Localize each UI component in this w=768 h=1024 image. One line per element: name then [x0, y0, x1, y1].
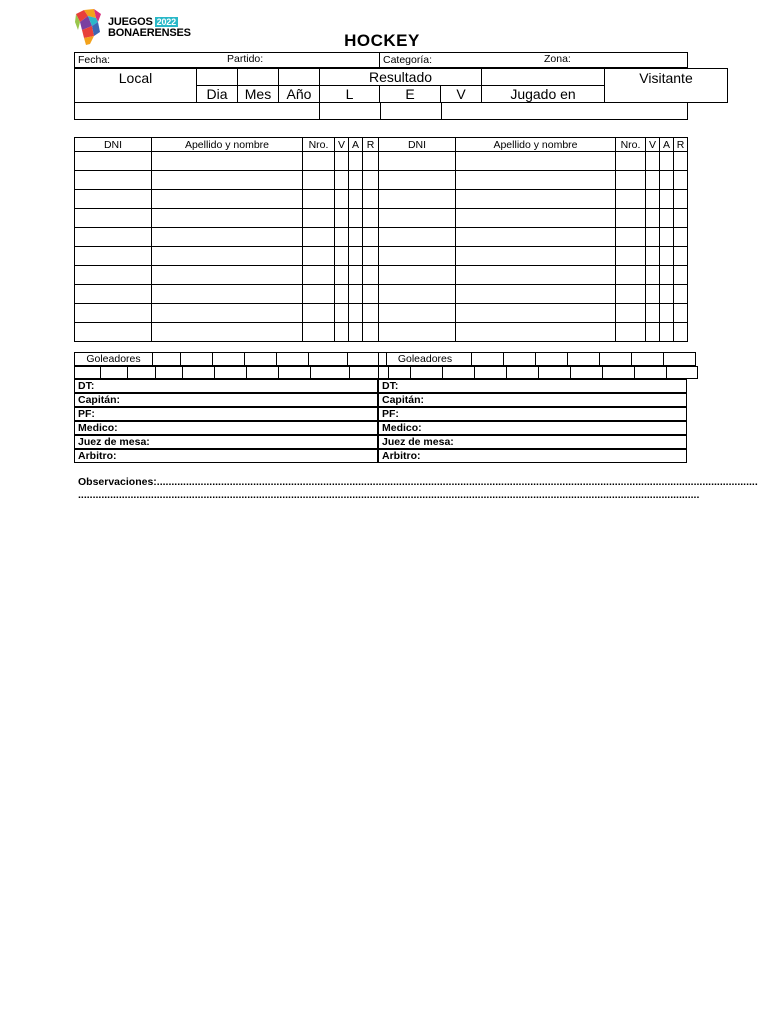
goleador-input[interactable]	[411, 367, 443, 379]
roster-cell[interactable]	[349, 323, 363, 342]
roster-cell[interactable]	[303, 247, 335, 266]
roster-cell[interactable]	[660, 152, 674, 171]
table-row	[379, 228, 688, 247]
roster-cell[interactable]	[303, 228, 335, 247]
goleadores-label: Goleadores	[379, 353, 472, 366]
roster-cell[interactable]	[303, 171, 335, 190]
roster-cell[interactable]	[660, 209, 674, 228]
goleador-input[interactable]	[539, 367, 571, 379]
staff-label: Capitán:	[78, 394, 120, 406]
staff-field[interactable]	[75, 422, 378, 435]
logo-line1: JUEGOS	[108, 16, 153, 28]
roster-header-4: A	[349, 138, 363, 152]
roster-cell[interactable]	[335, 266, 349, 285]
roster-cell[interactable]	[303, 304, 335, 323]
staff-label: Capitán:	[382, 394, 424, 406]
date-blank-3[interactable]	[279, 69, 320, 86]
fecha-partido-cell[interactable]	[75, 53, 380, 68]
goleador-input[interactable]	[75, 367, 101, 379]
staff-label: Arbitro:	[382, 450, 421, 462]
table-row	[75, 152, 379, 171]
table-row	[379, 323, 688, 342]
roster-cell[interactable]	[646, 171, 660, 190]
roster-cell[interactable]	[456, 304, 616, 323]
roster-cell[interactable]	[349, 304, 363, 323]
goleador-input[interactable]	[156, 367, 183, 379]
categoria-zona-cell[interactable]	[380, 53, 688, 68]
table-row	[75, 209, 379, 228]
roster-cell[interactable]	[660, 323, 674, 342]
logo-year: 2022	[156, 17, 176, 27]
roster-cell[interactable]	[646, 190, 660, 209]
roster-cell[interactable]	[616, 285, 646, 304]
goleador-input[interactable]	[507, 367, 539, 379]
goleador-input[interactable]	[504, 353, 536, 366]
roster-cell[interactable]	[379, 304, 456, 323]
roster-cell[interactable]	[303, 285, 335, 304]
goleador-input[interactable]	[635, 367, 667, 379]
e-label: E	[380, 86, 441, 103]
roster-cell[interactable]	[646, 266, 660, 285]
roster-cell[interactable]	[674, 247, 688, 266]
staff-label: DT:	[382, 380, 399, 392]
observaciones-label: Observaciones:	[78, 476, 157, 488]
table-row	[75, 171, 379, 190]
roster-cell[interactable]	[349, 190, 363, 209]
roster-cell[interactable]	[75, 152, 152, 171]
roster-cell[interactable]	[363, 323, 379, 342]
staff-field[interactable]	[75, 450, 378, 463]
roster-cell[interactable]	[674, 323, 688, 342]
observaciones-dots-1: ..............................................................................................................................................................................................................	[156, 476, 758, 488]
goleador-input[interactable]	[603, 367, 635, 379]
roster-cell[interactable]	[152, 190, 303, 209]
roster-cell[interactable]	[75, 228, 152, 247]
result-values-row	[74, 102, 688, 120]
roster-cell[interactable]	[616, 228, 646, 247]
staff-label: PF:	[78, 408, 95, 420]
roster-cell[interactable]	[456, 247, 616, 266]
table-row	[75, 266, 379, 285]
roster-cell[interactable]	[152, 171, 303, 190]
anio-label: Año	[279, 86, 320, 103]
roster-cell[interactable]	[349, 247, 363, 266]
goleador-input[interactable]	[632, 353, 664, 366]
roster-cell[interactable]	[349, 228, 363, 247]
roster-cell[interactable]	[379, 323, 456, 342]
mes-label: Mes	[238, 86, 279, 103]
roster-cell[interactable]	[674, 171, 688, 190]
local-score-input[interactable]	[75, 103, 320, 120]
roster-cell[interactable]	[456, 266, 616, 285]
roster-cell[interactable]	[379, 190, 456, 209]
staff-label: Juez de mesa:	[382, 436, 454, 448]
table-row	[379, 171, 688, 190]
roster-cell[interactable]	[646, 323, 660, 342]
roster-cell[interactable]	[152, 152, 303, 171]
roster-cell[interactable]	[75, 209, 152, 228]
roster-table-local	[74, 137, 379, 342]
staff-label: Arbitro:	[78, 450, 117, 462]
roster-cell[interactable]	[152, 304, 303, 323]
staff-field[interactable]	[75, 408, 378, 421]
goleador-input[interactable]	[600, 353, 632, 366]
l-label: L	[320, 86, 380, 103]
date-blank-1[interactable]	[197, 69, 238, 86]
table-row	[75, 228, 379, 247]
roster-cell[interactable]	[303, 152, 335, 171]
table-row	[75, 285, 379, 304]
staff-field[interactable]	[379, 408, 687, 421]
score-input-2[interactable]	[381, 103, 442, 120]
roster-cell[interactable]	[152, 285, 303, 304]
roster-cell[interactable]	[335, 171, 349, 190]
roster-cell[interactable]	[616, 209, 646, 228]
goleador-input[interactable]	[277, 353, 309, 366]
roster-cell[interactable]	[363, 266, 379, 285]
staff-table-local	[74, 352, 378, 463]
partido-label: Partido:	[227, 53, 264, 65]
roster-cell[interactable]	[75, 171, 152, 190]
roster-cell[interactable]	[335, 304, 349, 323]
roster-cell[interactable]	[75, 323, 152, 342]
table-row	[75, 247, 379, 266]
goleador-input[interactable]	[568, 353, 600, 366]
roster-cell[interactable]	[646, 152, 660, 171]
date-blank-2[interactable]	[238, 69, 279, 86]
jugado-blank[interactable]	[482, 69, 605, 86]
roster-cell[interactable]	[75, 304, 152, 323]
staff-field[interactable]	[75, 436, 378, 449]
staff-field[interactable]	[75, 380, 378, 393]
roster-cell[interactable]	[363, 285, 379, 304]
roster-cell[interactable]	[335, 190, 349, 209]
roster-cell[interactable]	[363, 247, 379, 266]
roster-cell[interactable]	[379, 247, 456, 266]
goleador-input[interactable]	[183, 367, 215, 379]
table-row	[379, 190, 688, 209]
staff-field[interactable]	[379, 394, 687, 407]
roster-cell[interactable]	[152, 209, 303, 228]
roster-cell[interactable]	[349, 266, 363, 285]
roster-cell[interactable]	[303, 266, 335, 285]
staff-label: Juez de mesa:	[78, 436, 150, 448]
logo-emblem-icon	[74, 8, 102, 46]
table-row	[379, 152, 688, 171]
goleadores-label: Goleadores	[75, 353, 153, 366]
local-header: Local	[75, 69, 197, 103]
roster-header-5: R	[363, 138, 379, 152]
roster-header-1: Apellido y nombre	[456, 138, 616, 152]
roster-header-1: Apellido y nombre	[152, 138, 303, 152]
observaciones-dots-2: .....................................................................................................................................................................................................................	[78, 489, 700, 501]
table-row	[75, 323, 379, 342]
zona-label: Zona:	[544, 53, 571, 65]
roster-cell[interactable]	[363, 228, 379, 247]
roster-cell[interactable]	[152, 323, 303, 342]
roster-cell[interactable]	[616, 247, 646, 266]
roster-cell[interactable]	[674, 304, 688, 323]
staff-label: DT:	[78, 380, 95, 392]
roster-cell[interactable]	[456, 152, 616, 171]
roster-cell[interactable]	[616, 266, 646, 285]
roster-cell[interactable]	[349, 209, 363, 228]
roster-cell[interactable]	[152, 228, 303, 247]
staff-field[interactable]	[379, 380, 687, 393]
roster-cell[interactable]	[379, 285, 456, 304]
goleador-input[interactable]	[215, 367, 247, 379]
roster-cell[interactable]	[152, 247, 303, 266]
staff-label: PF:	[382, 408, 399, 420]
goleador-input[interactable]	[213, 353, 245, 366]
visitante-header: Visitante	[605, 69, 728, 103]
page-title: HOCKEY	[344, 31, 420, 50]
roster-cell[interactable]	[646, 285, 660, 304]
roster-cell[interactable]	[616, 152, 646, 171]
roster-table-visitante	[378, 137, 688, 342]
roster-body-visitante	[379, 138, 688, 342]
observaciones-line-2[interactable]	[78, 489, 700, 501]
roster-header-3: V	[646, 138, 660, 152]
roster-cell[interactable]	[660, 304, 674, 323]
roster-cell[interactable]	[674, 285, 688, 304]
roster-header-0: DNI	[75, 138, 152, 152]
roster-cell[interactable]	[646, 228, 660, 247]
goleador-input[interactable]	[664, 353, 696, 366]
roster-cell[interactable]	[616, 304, 646, 323]
roster-cell[interactable]	[660, 285, 674, 304]
dia-label: Dia	[197, 86, 238, 103]
match-info-table	[74, 52, 688, 68]
result-table	[74, 68, 728, 103]
roster-cell[interactable]	[349, 171, 363, 190]
roster-cell[interactable]	[674, 209, 688, 228]
roster-cell[interactable]	[75, 266, 152, 285]
table-row	[379, 285, 688, 304]
goleador-input[interactable]	[472, 353, 504, 366]
roster-cell[interactable]	[660, 266, 674, 285]
roster-header-3: V	[335, 138, 349, 152]
roster-cell[interactable]	[379, 266, 456, 285]
roster-cell[interactable]	[674, 152, 688, 171]
roster-cell[interactable]	[335, 323, 349, 342]
goleador-input[interactable]	[443, 367, 475, 379]
observaciones-line-1[interactable]	[78, 476, 758, 488]
roster-cell[interactable]	[646, 304, 660, 323]
roster-cell[interactable]	[335, 152, 349, 171]
staff-table-visitante	[378, 352, 687, 463]
goleador-input[interactable]	[536, 353, 568, 366]
roster-cell[interactable]	[646, 247, 660, 266]
roster-cell[interactable]	[660, 228, 674, 247]
roster-cell[interactable]	[75, 247, 152, 266]
roster-cell[interactable]	[616, 323, 646, 342]
goleador-input[interactable]	[279, 367, 311, 379]
roster-cell[interactable]	[660, 190, 674, 209]
resultado-header: Resultado	[320, 69, 482, 86]
roster-cell[interactable]	[456, 285, 616, 304]
roster-cell[interactable]	[456, 190, 616, 209]
roster-cell[interactable]	[152, 266, 303, 285]
roster-cell[interactable]	[335, 228, 349, 247]
score-input-1[interactable]	[320, 103, 381, 120]
roster-cell[interactable]	[379, 228, 456, 247]
roster-cell[interactable]	[456, 323, 616, 342]
table-row	[379, 304, 688, 323]
roster-cell[interactable]	[456, 228, 616, 247]
roster-body-local	[75, 138, 379, 342]
roster-cell[interactable]	[674, 190, 688, 209]
goleador-input[interactable]	[475, 367, 507, 379]
roster-cell[interactable]	[379, 209, 456, 228]
roster-cell[interactable]	[616, 190, 646, 209]
goleador-input[interactable]	[379, 367, 411, 379]
goleador-input[interactable]	[311, 367, 350, 379]
roster-cell[interactable]	[349, 285, 363, 304]
roster-cell[interactable]	[674, 228, 688, 247]
roster-cell[interactable]	[363, 209, 379, 228]
roster-cell[interactable]	[363, 171, 379, 190]
staff-field[interactable]	[379, 422, 687, 435]
roster-cell[interactable]	[379, 171, 456, 190]
roster-cell[interactable]	[379, 152, 456, 171]
roster-header-5: R	[674, 138, 688, 152]
roster-cell[interactable]	[303, 323, 335, 342]
categoria-label: Categoría:	[383, 54, 433, 66]
logo	[74, 8, 204, 46]
roster-cell[interactable]	[75, 285, 152, 304]
table-row	[75, 304, 379, 323]
roster-cell[interactable]	[456, 171, 616, 190]
goleador-input[interactable]	[128, 367, 156, 379]
roster-cell[interactable]	[646, 209, 660, 228]
table-row	[75, 190, 379, 209]
roster-cell[interactable]	[75, 190, 152, 209]
staff-field[interactable]	[379, 450, 687, 463]
v-label: V	[441, 86, 482, 103]
roster-cell[interactable]	[335, 247, 349, 266]
goleador-input[interactable]	[247, 367, 279, 379]
roster-header-4: A	[660, 138, 674, 152]
roster-cell[interactable]	[349, 152, 363, 171]
roster-cell[interactable]	[660, 247, 674, 266]
staff-label: Medico:	[78, 422, 118, 434]
roster-cell[interactable]	[335, 285, 349, 304]
staff-field[interactable]	[75, 394, 378, 407]
roster-cell[interactable]	[303, 190, 335, 209]
roster-cell[interactable]	[674, 266, 688, 285]
roster-cell[interactable]	[303, 209, 335, 228]
roster-cell[interactable]	[363, 152, 379, 171]
roster-cell[interactable]	[363, 304, 379, 323]
roster-cell[interactable]	[335, 209, 349, 228]
goleador-input[interactable]	[309, 353, 348, 366]
table-row	[379, 266, 688, 285]
goleador-input[interactable]	[571, 367, 603, 379]
goleador-input[interactable]	[101, 367, 128, 379]
jugado-en-label: Jugado en	[482, 86, 605, 103]
goleador-input[interactable]	[153, 353, 181, 366]
roster-cell[interactable]	[363, 190, 379, 209]
goleador-input[interactable]	[667, 367, 698, 379]
staff-label: Medico:	[382, 422, 422, 434]
table-row	[379, 247, 688, 266]
roster-cell[interactable]	[456, 209, 616, 228]
roster-header-2: Nro.	[616, 138, 646, 152]
table-row	[379, 209, 688, 228]
roster-cell[interactable]	[616, 171, 646, 190]
goleador-input[interactable]	[245, 353, 277, 366]
staff-field[interactable]	[379, 436, 687, 449]
roster-header-0: DNI	[379, 138, 456, 152]
roster-cell[interactable]	[660, 171, 674, 190]
roster-header-2: Nro.	[303, 138, 335, 152]
fecha-label: Fecha:	[78, 54, 111, 66]
goleador-input[interactable]	[181, 353, 213, 366]
logo-line2: BONAERENSES	[108, 27, 191, 39]
visitante-score-input[interactable]	[442, 103, 688, 120]
